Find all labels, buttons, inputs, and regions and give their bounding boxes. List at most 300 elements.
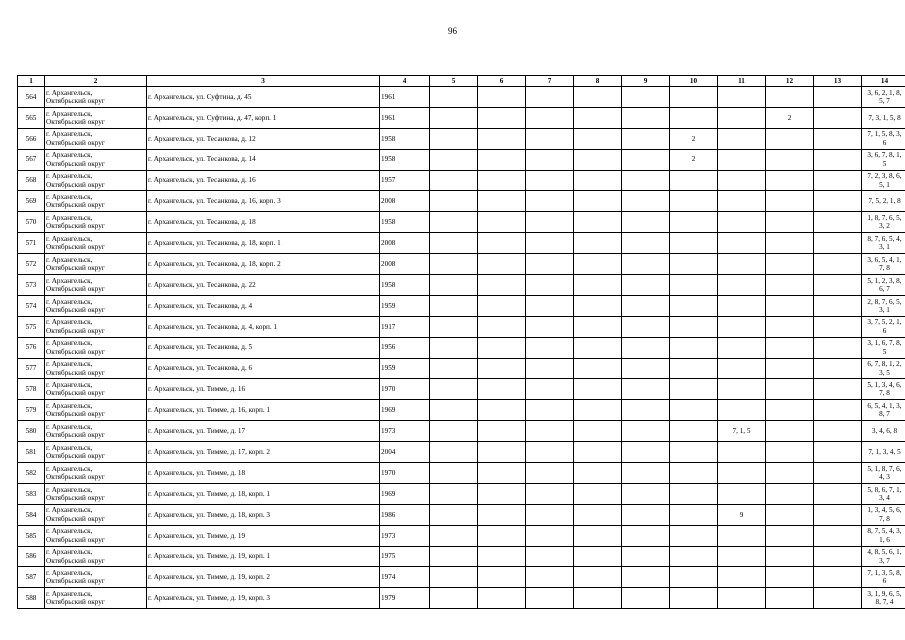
year-cell: 1958 <box>380 149 430 170</box>
column-7-cell <box>526 128 574 149</box>
table-row <box>18 275 905 296</box>
column-14-line: 8, 7, 4 <box>875 598 894 607</box>
column-8-cell <box>574 233 622 254</box>
district-line: Октябрьский округ <box>46 305 105 314</box>
year-cell: 1956 <box>380 337 430 358</box>
column-9-cell <box>622 170 670 191</box>
column-header-7: 7 <box>526 76 574 87</box>
row-number-cell: 585 <box>18 525 45 546</box>
column-10-cell: 2 <box>670 149 718 170</box>
column-12-cell <box>766 295 814 316</box>
column-9-cell <box>622 337 670 358</box>
column-13-cell <box>814 128 862 149</box>
district-line: г. Архангельск, <box>46 234 93 243</box>
column-9-cell <box>622 358 670 379</box>
district-line: Октябрьский округ <box>46 577 105 586</box>
column-6-cell <box>478 337 526 358</box>
table-row <box>18 233 905 254</box>
column-6-cell <box>478 295 526 316</box>
column-9-cell <box>622 567 670 588</box>
column-7-cell <box>526 295 574 316</box>
column-8-cell <box>574 212 622 233</box>
column-11-cell <box>718 87 766 108</box>
district-cell <box>45 295 147 316</box>
column-10-cell <box>670 295 718 316</box>
column-header-1: 1 <box>18 76 45 87</box>
column-header-3: 3 <box>147 76 380 87</box>
column-7-cell <box>526 525 574 546</box>
row-number-cell: 576 <box>18 337 45 358</box>
table-row <box>18 170 905 191</box>
column-13-cell <box>814 463 862 484</box>
column-13-cell <box>814 212 862 233</box>
column-8-cell <box>574 337 622 358</box>
column-11-cell <box>718 107 766 128</box>
column-10-cell <box>670 316 718 337</box>
district-line: г. Архангельск, <box>46 569 93 578</box>
address-cell: г. Архангельск, ул. Тимме, д. 16, корп. 1 <box>147 400 380 421</box>
registry-table <box>17 75 905 609</box>
year-cell: 1970 <box>380 463 430 484</box>
column-12-cell <box>766 128 814 149</box>
year-cell: 1961 <box>380 107 430 128</box>
address-cell: г. Архангельск, ул. Тесанкова, д. 18, корп. 1 <box>147 233 380 254</box>
column-12-cell <box>766 379 814 400</box>
column-12-cell <box>766 567 814 588</box>
column-10-cell <box>670 191 718 212</box>
column-12-cell <box>766 233 814 254</box>
district-cell <box>45 170 147 191</box>
column-14-line: 7, 8 <box>879 389 890 398</box>
district-line: Октябрьский округ <box>46 493 105 502</box>
column-14-cell <box>862 87 905 108</box>
column-5-cell <box>430 128 478 149</box>
year-cell: 1959 <box>380 358 430 379</box>
column-14-cell <box>862 421 905 442</box>
table-row <box>18 588 905 609</box>
column-5-cell <box>430 233 478 254</box>
row-number-cell: 578 <box>18 379 45 400</box>
column-8-cell <box>574 170 622 191</box>
column-8-cell <box>574 588 622 609</box>
column-14-line: 5, 7 <box>879 96 890 105</box>
address-cell: г. Архангельск, ул. Тимме, д. 19 <box>147 525 380 546</box>
column-14-line: 6 <box>882 577 887 586</box>
year-cell: 1958 <box>380 128 430 149</box>
column-12-cell <box>766 588 814 609</box>
district-line: г. Архангельск, <box>46 485 93 494</box>
district-line: г. Архангельск, <box>46 151 93 160</box>
column-11-cell <box>718 442 766 463</box>
column-9-cell <box>622 295 670 316</box>
column-14-line: 7, 3, 1, 5, 8 <box>868 113 901 122</box>
column-5-cell <box>430 421 478 442</box>
column-14-line: 3, 7, 5, 2, 1, <box>867 318 902 327</box>
column-14-cell <box>862 442 905 463</box>
district-cell <box>45 87 147 108</box>
column-11-cell <box>718 170 766 191</box>
table-row <box>18 567 905 588</box>
column-7-cell <box>526 588 574 609</box>
district-line: г. Архангельск, <box>46 109 93 118</box>
column-8-cell <box>574 546 622 567</box>
row-number-cell: 577 <box>18 358 45 379</box>
column-12-cell <box>766 525 814 546</box>
column-6-cell <box>478 442 526 463</box>
column-13-cell <box>814 483 862 504</box>
column-10-cell <box>670 483 718 504</box>
column-10-cell <box>670 170 718 191</box>
district-cell <box>45 463 147 484</box>
table-row <box>18 191 905 212</box>
address-cell: г. Архангельск, ул. Тимме, д. 16 <box>147 379 380 400</box>
column-8-cell <box>574 275 622 296</box>
column-5-cell <box>430 212 478 233</box>
column-7-cell <box>526 87 574 108</box>
column-14-line: 6 <box>882 326 887 335</box>
column-14-line: 2, 8, 7, 6, 5, <box>867 297 902 306</box>
table-row <box>18 254 905 275</box>
column-5-cell <box>430 107 478 128</box>
column-7-cell <box>526 337 574 358</box>
column-14-line: 5 <box>882 159 887 168</box>
column-6-cell <box>478 421 526 442</box>
district-cell <box>45 546 147 567</box>
address-cell: г. Архангельск, ул. Тимме, д. 18, корп. 1 <box>147 483 380 504</box>
district-line: г. Архангельск, <box>46 590 93 599</box>
district-cell <box>45 504 147 525</box>
address-cell: г. Архангельск, ул. Тесанкова, д. 6 <box>147 358 380 379</box>
year-cell: 1969 <box>380 483 430 504</box>
page-number: 96 <box>448 26 457 36</box>
row-number-cell: 569 <box>18 191 45 212</box>
column-14-cell <box>862 337 905 358</box>
column-12-cell <box>766 483 814 504</box>
column-9-cell <box>622 463 670 484</box>
address-cell: г. Архангельск, ул. Тимме, д. 19, корп. 2 <box>147 567 380 588</box>
column-14-line: 3, 7 <box>879 556 890 565</box>
district-line: Октябрьский округ <box>46 222 105 231</box>
table-row <box>18 107 905 128</box>
address-cell: г. Архангельск, ул. Тимме, д. 17 <box>147 421 380 442</box>
column-7-cell <box>526 463 574 484</box>
column-header-9: 9 <box>622 76 670 87</box>
address-cell: г. Архангельск, ул. Тесанкова, д. 18 <box>147 212 380 233</box>
year-cell: 1986 <box>380 504 430 525</box>
address-cell: г. Архангельск, ул. Тимме, д. 19, корп. 3 <box>147 588 380 609</box>
table-row <box>18 504 905 525</box>
column-14-cell <box>862 212 905 233</box>
column-10-cell <box>670 358 718 379</box>
column-8-cell <box>574 400 622 421</box>
district-line: г. Архангельск, <box>46 193 93 202</box>
column-6-cell <box>478 463 526 484</box>
column-6-cell <box>478 128 526 149</box>
column-7-cell <box>526 212 574 233</box>
column-5-cell <box>430 254 478 275</box>
column-10-cell <box>670 233 718 254</box>
column-5-cell <box>430 546 478 567</box>
column-7-cell <box>526 567 574 588</box>
column-11-cell <box>718 316 766 337</box>
table-row <box>18 149 905 170</box>
column-9-cell <box>622 191 670 212</box>
column-7-cell <box>526 107 574 128</box>
year-cell: 2004 <box>380 442 430 463</box>
year-cell: 1957 <box>380 170 430 191</box>
column-10-cell <box>670 107 718 128</box>
year-cell: 2008 <box>380 254 430 275</box>
row-number-cell: 584 <box>18 504 45 525</box>
district-line: Октябрьский округ <box>46 598 105 607</box>
column-13-cell <box>814 379 862 400</box>
column-9-cell <box>622 254 670 275</box>
column-8-cell <box>574 254 622 275</box>
year-cell: 2008 <box>380 191 430 212</box>
district-cell <box>45 400 147 421</box>
column-14-line: 7, 2, 3, 8, 6, <box>867 172 902 181</box>
district-line: Октябрьский округ <box>46 159 105 168</box>
column-14-line: 3, 5 <box>879 368 890 377</box>
district-cell <box>45 316 147 337</box>
column-14-line: 5 <box>882 347 887 356</box>
column-11-cell <box>718 254 766 275</box>
column-6-cell <box>478 504 526 525</box>
column-11-cell <box>718 525 766 546</box>
district-cell <box>45 442 147 463</box>
district-line: Октябрьский округ <box>46 264 105 273</box>
column-14-line: 1, 8, 7, 6, 5, <box>867 213 902 222</box>
column-9-cell <box>622 588 670 609</box>
district-line: Октябрьский округ <box>46 431 105 440</box>
column-8-cell <box>574 463 622 484</box>
year-cell: 1958 <box>380 275 430 296</box>
column-11-cell <box>718 212 766 233</box>
column-13-cell <box>814 149 862 170</box>
column-5-cell <box>430 149 478 170</box>
column-14-line: 6 <box>882 138 887 147</box>
address-cell: г. Архангельск, ул. Тесанкова, д. 4 <box>147 295 380 316</box>
row-number-cell: 586 <box>18 546 45 567</box>
district-cell <box>45 421 147 442</box>
column-9-cell <box>622 316 670 337</box>
column-6-cell <box>478 379 526 400</box>
table-row <box>18 358 905 379</box>
column-6-cell <box>478 233 526 254</box>
column-11-cell <box>718 567 766 588</box>
column-7-cell <box>526 170 574 191</box>
district-cell <box>45 128 147 149</box>
column-5-cell <box>430 170 478 191</box>
row-number-cell: 579 <box>18 400 45 421</box>
year-cell: 1958 <box>380 212 430 233</box>
column-8-cell <box>574 107 622 128</box>
address-cell: г. Архангельск, ул. Тесанкова, д. 14 <box>147 149 380 170</box>
column-8-cell <box>574 295 622 316</box>
table-row <box>18 87 905 108</box>
year-cell: 1961 <box>380 87 430 108</box>
district-cell <box>45 275 147 296</box>
column-10-cell <box>670 525 718 546</box>
district-line: Октябрьский округ <box>46 389 105 398</box>
column-10-cell <box>670 567 718 588</box>
header-row <box>18 76 905 87</box>
address-cell: г. Архангельск, ул. Тесанкова, д. 22 <box>147 275 380 296</box>
district-line: г. Архангельск, <box>46 381 93 390</box>
column-5-cell <box>430 87 478 108</box>
column-7-cell <box>526 275 574 296</box>
column-14-line: 7, 8 <box>879 264 890 273</box>
district-line: г. Архангельск, <box>46 339 93 348</box>
column-9-cell <box>622 233 670 254</box>
column-14-line: 5, 1, 8, 7, 6, <box>867 464 902 473</box>
column-7-cell <box>526 546 574 567</box>
table-row <box>18 483 905 504</box>
column-14-cell <box>862 463 905 484</box>
column-14-line: 3, 6, 2, 1, 8, <box>867 88 902 97</box>
column-7-cell <box>526 316 574 337</box>
column-6-cell <box>478 483 526 504</box>
column-13-cell <box>814 275 862 296</box>
district-line: Октябрьский округ <box>46 96 105 105</box>
column-14-line: 7, 1, 3, 5, 8, <box>867 569 902 578</box>
column-14-line: 3, 2 <box>879 222 890 231</box>
column-10-cell <box>670 400 718 421</box>
column-14-cell <box>862 483 905 504</box>
column-5-cell <box>430 316 478 337</box>
district-line: Октябрьский округ <box>46 138 105 147</box>
column-12-cell <box>766 504 814 525</box>
table-row <box>18 379 905 400</box>
column-9-cell <box>622 442 670 463</box>
column-9-cell <box>622 483 670 504</box>
column-14-cell <box>862 567 905 588</box>
district-line: г. Архангельск, <box>46 443 93 452</box>
column-5-cell <box>430 463 478 484</box>
column-14-line: 3, 1, 6, 7, 8, <box>867 339 902 348</box>
column-9-cell <box>622 421 670 442</box>
column-10-cell <box>670 421 718 442</box>
column-10-cell <box>670 87 718 108</box>
column-10-cell <box>670 212 718 233</box>
column-13-cell <box>814 337 862 358</box>
column-header-4: 4 <box>380 76 430 87</box>
address-cell: г. Архангельск, ул. Тесанкова, д. 4, корп. 1 <box>147 316 380 337</box>
column-header-5: 5 <box>430 76 478 87</box>
district-line: Октябрьский округ <box>46 514 105 523</box>
column-10-cell <box>670 337 718 358</box>
column-6-cell <box>478 275 526 296</box>
column-12-cell <box>766 400 814 421</box>
column-11-cell <box>718 483 766 504</box>
column-7-cell <box>526 442 574 463</box>
column-13-cell <box>814 254 862 275</box>
column-7-cell <box>526 233 574 254</box>
year-cell: 1959 <box>380 295 430 316</box>
year-cell: 1917 <box>380 316 430 337</box>
column-13-cell <box>814 525 862 546</box>
district-cell <box>45 149 147 170</box>
column-12-cell <box>766 149 814 170</box>
column-6-cell <box>478 212 526 233</box>
column-8-cell <box>574 525 622 546</box>
column-13-cell <box>814 567 862 588</box>
district-line: г. Архангельск, <box>46 360 93 369</box>
column-13-cell <box>814 107 862 128</box>
table-row <box>18 212 905 233</box>
district-line: г. Архангельск, <box>46 130 93 139</box>
column-9-cell <box>622 525 670 546</box>
column-header-14: 14 <box>862 76 905 87</box>
column-5-cell <box>430 588 478 609</box>
district-line: г. Архангельск, <box>46 172 93 181</box>
address-cell: г. Архангельск, ул. Суфтина, д. 47, корп. 1 <box>147 107 380 128</box>
row-number-cell: 575 <box>18 316 45 337</box>
column-14-cell <box>862 316 905 337</box>
district-line: г. Архангельск, <box>46 402 93 410</box>
column-12-cell <box>766 358 814 379</box>
column-14-cell <box>862 379 905 400</box>
column-9-cell <box>622 87 670 108</box>
column-8-cell <box>574 358 622 379</box>
column-14-line: 7, 5, 2, 1, 8 <box>868 197 901 206</box>
column-5-cell <box>430 275 478 296</box>
district-line: Октябрьский округ <box>46 410 105 419</box>
column-11-cell <box>718 295 766 316</box>
district-line: г. Архангельск, <box>46 527 93 536</box>
district-line: Октябрьский округ <box>46 556 105 565</box>
column-5-cell <box>430 400 478 421</box>
column-14-line: 5, 1, 3, 4, 6, <box>867 381 902 390</box>
column-11-cell <box>718 275 766 296</box>
column-12-cell <box>766 463 814 484</box>
column-6-cell <box>478 170 526 191</box>
address-cell: г. Архангельск, ул. Тесанкова, д. 16, корп. 3 <box>147 191 380 212</box>
column-8-cell <box>574 149 622 170</box>
column-10-cell <box>670 442 718 463</box>
row-number-cell: 568 <box>18 170 45 191</box>
district-line: Октябрьский округ <box>46 347 105 356</box>
address-cell: г. Архангельск, ул. Тесанкова, д. 16 <box>147 170 380 191</box>
column-9-cell <box>622 107 670 128</box>
column-11-cell: 9 <box>718 504 766 525</box>
row-number-cell: 573 <box>18 275 45 296</box>
column-14-cell <box>862 128 905 149</box>
column-13-cell <box>814 442 862 463</box>
column-14-line: 3, 1 <box>879 243 890 252</box>
column-8-cell <box>574 483 622 504</box>
column-7-cell <box>526 504 574 525</box>
year-cell: 1979 <box>380 588 430 609</box>
address-cell: г. Архангельск, ул. Тесанкова, д. 18, корп. 2 <box>147 254 380 275</box>
year-cell: 1973 <box>380 525 430 546</box>
column-13-cell <box>814 400 862 421</box>
column-6-cell <box>478 400 526 421</box>
row-number-cell: 574 <box>18 295 45 316</box>
column-14-cell <box>862 107 905 128</box>
column-5-cell <box>430 442 478 463</box>
column-14-cell <box>862 170 905 191</box>
column-9-cell <box>622 504 670 525</box>
column-header-11: 11 <box>718 76 766 87</box>
column-5-cell <box>430 358 478 379</box>
column-13-cell <box>814 546 862 567</box>
district-line: Октябрьский округ <box>46 472 105 481</box>
column-12-cell <box>766 337 814 358</box>
column-14-line: 3, 4 <box>879 493 890 502</box>
column-8-cell <box>574 87 622 108</box>
table-row <box>18 400 905 421</box>
